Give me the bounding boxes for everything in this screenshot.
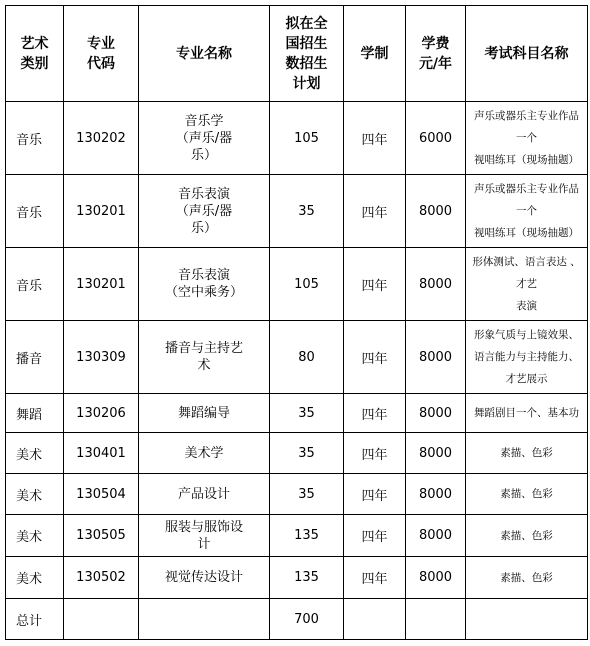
exam-subjects-cell <box>466 433 588 474</box>
major-name-cell <box>139 474 270 515</box>
major-code-cell: 130505 <box>64 515 139 557</box>
header-category: 艺术 类别 <box>6 6 64 102</box>
category-cell: 美术 <box>6 515 64 557</box>
exam-subjects-cell <box>466 248 588 321</box>
years-cell: 四年 <box>344 248 406 321</box>
major-name-cell <box>139 557 270 599</box>
cell-line: 音乐学 <box>184 113 224 129</box>
cell-line: 一个 <box>516 132 537 144</box>
empty-cell <box>64 599 139 640</box>
cell-line: 素描、色彩 <box>500 571 553 584</box>
fee-cell: 8000 <box>406 515 466 557</box>
cell-line: 舞蹈剧目一个、基本功 <box>474 407 579 419</box>
total-row <box>6 599 588 640</box>
years-cell: 四年 <box>344 394 406 433</box>
fee-cell: 8000 <box>406 433 466 474</box>
plan-cell: 135 <box>270 515 344 557</box>
header-fee: 学费 元/年 <box>406 6 466 102</box>
cell-line: 播音与主持艺 <box>164 341 243 356</box>
major-code-cell: 130201 <box>64 248 139 321</box>
major-name-cell <box>139 248 270 321</box>
empty-cell <box>466 599 588 640</box>
major-name-cell <box>139 175 270 248</box>
exam-subjects-cell <box>466 557 588 599</box>
exam-subjects-cell <box>466 515 588 557</box>
major-name-cell <box>139 515 270 557</box>
major-code-cell: 130401 <box>64 433 139 474</box>
fee-cell: 8000 <box>406 248 466 321</box>
cell-line: 形体测试、语言表达 、 <box>472 256 581 268</box>
exam-subjects-cell <box>466 102 588 175</box>
exam-subjects-cell <box>466 175 588 248</box>
major-code-cell: 130202 <box>64 102 139 175</box>
plan-cell: 35 <box>270 433 344 474</box>
major-name-cell <box>139 102 270 175</box>
table-row <box>6 248 588 321</box>
cell-line: 视唱练耳（现场抽题） <box>474 227 579 239</box>
exam-subjects-cell <box>466 321 588 394</box>
table-row <box>6 394 588 433</box>
major-code-cell: 130502 <box>64 557 139 599</box>
plan-cell: 35 <box>270 175 344 248</box>
major-name-cell <box>139 394 270 433</box>
category-cell: 舞蹈 <box>6 394 64 433</box>
years-cell: 四年 <box>344 433 406 474</box>
cell-line: 服装与服饰设 <box>164 519 243 535</box>
fee-cell: 6000 <box>406 102 466 175</box>
empty-cell <box>344 599 406 640</box>
cell-line: 一个 <box>516 205 537 217</box>
cell-line: 语言能力与主持能力、 <box>474 351 579 363</box>
cell-line: 计 <box>197 536 211 552</box>
category-cell: 音乐 <box>6 102 64 175</box>
cell-line: 视唱练耳（现场抽题） <box>474 154 579 166</box>
empty-cell <box>406 599 466 640</box>
table-row <box>6 175 588 248</box>
fee-cell: 8000 <box>406 557 466 599</box>
exam-subjects-cell <box>466 394 588 433</box>
years-cell: 四年 <box>344 102 406 175</box>
major-name-cell <box>139 321 270 394</box>
category-cell: 音乐 <box>6 175 64 248</box>
enrollment-table-container <box>5 5 588 640</box>
table-row <box>6 433 588 474</box>
plan-cell: 105 <box>270 102 344 175</box>
major-code-cell: 130309 <box>64 321 139 394</box>
major-name-cell <box>139 433 270 474</box>
plan-cell: 80 <box>270 321 344 394</box>
category-cell: 美术 <box>6 474 64 515</box>
exam-subjects-cell <box>466 474 588 515</box>
plan-cell: 35 <box>270 394 344 433</box>
cell-line: 声乐或器乐主专业作品 <box>474 183 579 195</box>
table-row <box>6 474 588 515</box>
category-cell: 美术 <box>6 557 64 599</box>
fee-cell: 8000 <box>406 394 466 433</box>
header-plan: 拟在全 国招生 数招生 计划 <box>270 6 344 102</box>
fee-cell: 8000 <box>406 321 466 394</box>
table-body <box>6 102 588 640</box>
category-cell: 播音 <box>6 321 64 394</box>
header-code: 专业 代码 <box>64 6 139 102</box>
table-row <box>6 102 588 175</box>
years-cell: 四年 <box>344 474 406 515</box>
cell-line: 乐） <box>190 147 217 163</box>
years-cell: 四年 <box>344 175 406 248</box>
fee-cell: 8000 <box>406 175 466 248</box>
plan-cell: 135 <box>270 557 344 599</box>
header-years: 学制 <box>344 6 406 102</box>
cell-line: 舞蹈编导 <box>177 405 230 421</box>
fee-cell: 8000 <box>406 474 466 515</box>
plan-cell: 35 <box>270 474 344 515</box>
plan-cell: 105 <box>270 248 344 321</box>
cell-line: 乐） <box>190 220 217 236</box>
total-label: 总计 <box>6 599 64 640</box>
cell-line: 视觉传达设计 <box>164 570 243 585</box>
cell-line: 素描、色彩 <box>500 447 553 459</box>
category-cell: 美术 <box>6 433 64 474</box>
years-cell: 四年 <box>344 515 406 557</box>
years-cell: 四年 <box>344 321 406 394</box>
header-exam: 考试科目名称 <box>466 6 588 102</box>
cell-line: 产品设计 <box>177 486 230 502</box>
cell-line: 声乐或器乐主专业作品 <box>474 110 579 122</box>
cell-line: 音乐表演 <box>177 268 230 283</box>
total-plan-cell: 700 <box>270 599 344 640</box>
header-name: 专业名称 <box>139 6 270 102</box>
cell-line: （声乐/器 <box>175 203 233 219</box>
years-cell: 四年 <box>344 557 406 599</box>
table-row <box>6 557 588 599</box>
cell-line: 素描、色彩 <box>500 529 553 542</box>
cell-line: （声乐/器 <box>175 130 233 146</box>
cell-line: （空中乘务） <box>164 285 243 300</box>
cell-line: 才艺展示 <box>505 373 548 385</box>
cell-line: 表演 <box>516 300 537 312</box>
table-row <box>6 321 588 394</box>
major-code-cell: 130206 <box>64 394 139 433</box>
enrollment-table <box>5 5 588 640</box>
category-cell: 音乐 <box>6 248 64 321</box>
major-code-cell: 130504 <box>64 474 139 515</box>
table-row <box>6 515 588 557</box>
major-code-cell: 130201 <box>64 175 139 248</box>
cell-line: 形象气质与上镜效果、 <box>474 329 579 341</box>
cell-line: 才艺 <box>516 278 537 290</box>
cell-line: 术 <box>197 358 211 373</box>
header-row <box>6 6 588 102</box>
cell-line: 美术学 <box>184 445 224 461</box>
cell-line: 音乐表演 <box>177 186 230 202</box>
cell-line: 素描、色彩 <box>500 488 553 500</box>
empty-cell <box>139 599 270 640</box>
